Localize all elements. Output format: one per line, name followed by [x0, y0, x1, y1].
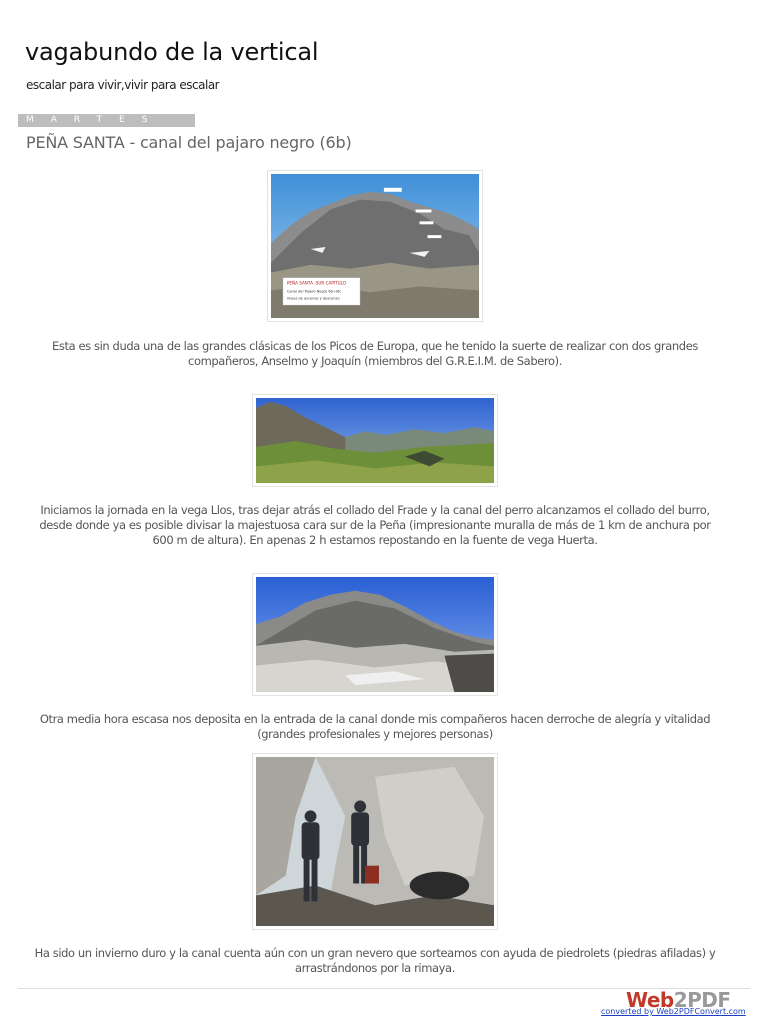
- topo-caption-line-2: lineas de ascenso y descenso: [286, 296, 340, 301]
- photo-pena-santa-topo[interactable]: [267, 170, 483, 322]
- post-paragraph-2: Iniciamos la jornada en la vega Llos, tras dejar atrás el collado del Frade y la canal del perro alcanzamos el collado del burro, desde donde ya es posible divisar la majestuosa cara sur de la Peña (impresionante muralla de más de 1 km de anchura por 600 m de altura). En apenas 2 h estamos repostando en la fuente de vega Huerta.: [39, 503, 711, 547]
- post-title[interactable]: PEÑA SANTA - canal del pajaro negro (6b): [26, 133, 352, 152]
- date-header: MARTES: [18, 114, 195, 127]
- post-paragraph-1: Esta es sin duda una de las grandes clásicas de los Picos de Europa, que he tenido la suerte de realizar con dos grandes compañeros, Anselmo y Joaquín (miembros del G.R.E.I.M. de Sabero).: [52, 339, 698, 368]
- photo-climbers-at-canal[interactable]: [252, 753, 498, 930]
- topo-caption-line-1: Canal del Pajaro Negro 6b+/6c: [286, 289, 342, 294]
- post-paragraph-4: Ha sido un invierno duro y la canal cuenta aún con un gran nevero que sorteamos con ayuda de piedrolets (piedras afiladas) y arrastrándonos por la rimaya.: [34, 946, 716, 975]
- topo-caption-title: PEÑA SANTA -SUR CAPITULO: [286, 280, 347, 286]
- web2pdf-logo: Web2PDF: [626, 988, 731, 1012]
- mountain-topo-image: [271, 174, 479, 318]
- post-paragraph-3: Otra media hora escasa nos deposita en la entrada de la canal donde mis compañeros hacen derroche de alegría y vitalidad (grandes profesionales y mejores personas): [39, 712, 711, 741]
- photo-south-face[interactable]: [252, 573, 498, 696]
- valley-panorama-image: [256, 398, 494, 483]
- web2pdf-convert-link[interactable]: converted by Web2PDFConvert.com: [601, 1007, 746, 1016]
- south-face-image: [256, 577, 494, 692]
- blog-title[interactable]: vagabundo de la vertical: [25, 38, 319, 66]
- climbers-image: [256, 757, 494, 926]
- blog-description: escalar para vivir,vivir para escalar: [26, 78, 220, 92]
- photo-valley-panorama[interactable]: [252, 394, 498, 487]
